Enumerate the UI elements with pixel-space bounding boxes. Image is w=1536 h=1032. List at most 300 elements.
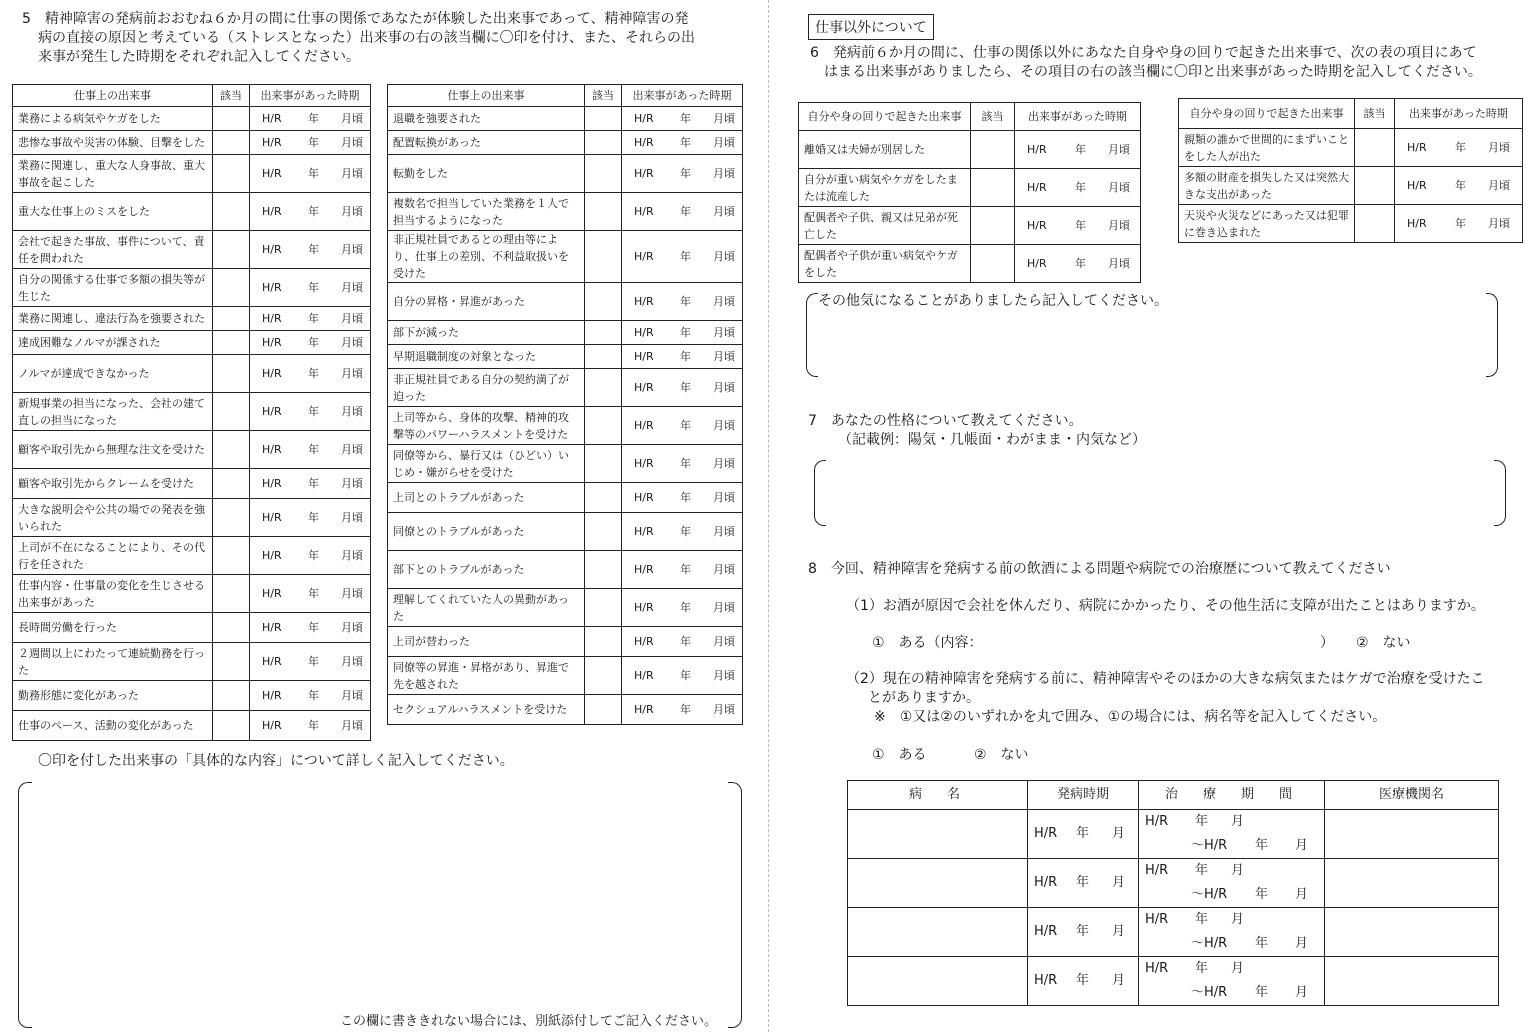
period-cell[interactable] xyxy=(250,469,371,499)
institution-cell[interactable] xyxy=(1325,859,1499,908)
applicable-checkbox-cell[interactable] xyxy=(585,657,622,695)
event-label: 親類の誰かで世間的にまずいことをした人が出た xyxy=(1179,129,1355,167)
month-label: 月頃 xyxy=(341,477,363,490)
applicable-checkbox-cell[interactable] xyxy=(585,513,622,551)
table-row xyxy=(1179,129,1523,167)
year-label: 年 xyxy=(308,443,319,456)
detail-note: この欄に書ききれない場合には、別紙添付してご記入ください。 xyxy=(340,1014,718,1029)
applicable-checkbox-cell[interactable] xyxy=(585,193,622,231)
applicable-checkbox-cell[interactable] xyxy=(1355,167,1395,205)
applicable-checkbox-cell[interactable] xyxy=(585,445,622,483)
event-label: 大きな説明会や公共の場での発表を強いられた xyxy=(13,499,213,537)
event-label: 上司等から、身体的攻撃、精神的攻撃等のパワーハラスメントを受けた xyxy=(388,407,585,445)
table-row xyxy=(388,695,743,725)
applicable-checkbox-cell[interactable] xyxy=(585,483,622,513)
applicable-checkbox-cell[interactable] xyxy=(213,469,250,499)
year-label: 年 xyxy=(1255,887,1269,902)
event-label: 業務に関連し、違法行為を強要された xyxy=(13,307,213,331)
period-cell[interactable] xyxy=(250,575,371,613)
table-header: 自分や身の回りで起きた出来事 該当 出来事があった時期 xyxy=(1179,99,1523,129)
year-label: 年 xyxy=(308,243,319,256)
applicable-checkbox-cell[interactable] xyxy=(213,107,250,131)
era-label: H/R xyxy=(262,243,282,256)
q8-2-option-yes[interactable]: ① ある xyxy=(872,747,927,763)
applicable-checkbox-cell[interactable] xyxy=(971,169,1015,207)
month-label: 月頃 xyxy=(713,703,735,716)
period-cell[interactable] xyxy=(622,657,743,695)
work-events-table-left xyxy=(12,84,371,741)
event-label: 仕事のペース、活動の変化があった xyxy=(13,711,213,741)
year-label: 年 xyxy=(1076,924,1090,939)
era-label: H/R xyxy=(634,167,654,180)
table-header: 病 名 発病時期 治 療 期 間 医療機関名 xyxy=(848,781,1499,810)
applicable-checkbox-cell[interactable] xyxy=(585,369,622,407)
year-label: 年 xyxy=(308,281,319,294)
event-label: ２週間以上にわたって連続勤務を行った xyxy=(13,643,213,681)
month-label: 月頃 xyxy=(341,689,363,702)
year-label: 年 xyxy=(680,635,691,648)
period-cell[interactable] xyxy=(622,369,743,407)
event-label: 新規事業の担当になった、会社の建て直しの担当になった xyxy=(13,393,213,431)
era-label: H/R xyxy=(1034,875,1058,890)
period-cell[interactable] xyxy=(622,513,743,551)
table-row xyxy=(799,169,1141,207)
q8-1-option-yes[interactable]: ① ある（内容： xyxy=(872,635,983,651)
event-label: ノルマが達成できなかった xyxy=(13,355,213,393)
year-label: 年 xyxy=(680,350,691,363)
era-label: ～H/R xyxy=(1191,936,1228,951)
table-row xyxy=(799,131,1141,169)
month-label: 月頃 xyxy=(713,326,735,339)
period-cell[interactable] xyxy=(250,307,371,331)
disease-name-cell[interactable] xyxy=(848,810,1028,859)
period-cell[interactable] xyxy=(622,283,743,321)
table-row xyxy=(799,207,1141,245)
applicable-checkbox-cell[interactable] xyxy=(585,283,622,321)
period-cell[interactable] xyxy=(250,537,371,575)
institution-cell[interactable] xyxy=(1325,957,1499,1006)
page-fold xyxy=(768,0,769,1032)
period-cell[interactable] xyxy=(250,431,371,469)
era-label: H/R xyxy=(262,367,282,380)
table-row xyxy=(388,513,743,551)
applicable-checkbox-cell[interactable] xyxy=(213,711,250,741)
event-label: 複数名で担当していた業務を１人で担当するようになった xyxy=(388,193,585,231)
year-label: 年 xyxy=(1255,936,1269,951)
era-label: H/R xyxy=(1145,961,1169,976)
year-label: 年 xyxy=(308,511,319,524)
era-label: H/R xyxy=(262,405,282,418)
period-cell[interactable] xyxy=(622,483,743,513)
detail-input-area[interactable] xyxy=(40,784,720,1009)
event-label: セクシュアルハラスメントを受けた xyxy=(388,695,585,725)
period-cell[interactable] xyxy=(622,551,743,589)
era-label: H/R xyxy=(262,312,282,325)
period-cell[interactable] xyxy=(622,407,743,445)
table-header: 仕事上の出来事 該当 出来事があった時期 xyxy=(388,85,743,107)
detail-box-right-bracket xyxy=(728,782,742,1028)
era-label: H/R xyxy=(1034,973,1058,988)
month-label: 月頃 xyxy=(341,511,363,524)
year-label: 年 xyxy=(308,621,319,634)
applicable-checkbox-cell[interactable] xyxy=(971,245,1015,283)
detail-box-left-bracket xyxy=(18,782,32,1028)
applicable-checkbox-cell[interactable] xyxy=(585,695,622,725)
period-cell[interactable] xyxy=(622,589,743,627)
applicable-checkbox-cell[interactable] xyxy=(213,499,250,537)
life-events-table-a xyxy=(798,102,1141,283)
period-from xyxy=(1145,957,1319,981)
year-label: 年 xyxy=(308,405,319,418)
period-cell[interactable] xyxy=(622,321,743,345)
applicable-checkbox-cell[interactable] xyxy=(585,345,622,369)
year-label: 年 xyxy=(308,477,319,490)
applicable-checkbox-cell[interactable] xyxy=(585,131,622,155)
applicable-checkbox-cell[interactable] xyxy=(213,231,250,269)
applicable-checkbox-cell[interactable] xyxy=(213,131,250,155)
treatment-period-cell[interactable] xyxy=(1139,908,1325,957)
table-row xyxy=(388,345,743,369)
era-label: H/R xyxy=(634,457,654,470)
period-to xyxy=(1145,834,1319,858)
year-label: 年 xyxy=(1075,219,1086,232)
era-label: H/R xyxy=(262,205,282,218)
period-cell[interactable] xyxy=(1015,245,1141,283)
month-label: 月頃 xyxy=(341,281,363,294)
applicable-checkbox-cell[interactable] xyxy=(585,107,622,131)
year-label: 年 xyxy=(680,167,691,180)
year-label: 年 xyxy=(308,655,319,668)
year-label: 年 xyxy=(1255,985,1269,1000)
personality-box-right-bracket xyxy=(1494,460,1506,526)
applicable-checkbox-cell[interactable] xyxy=(1355,205,1395,243)
year-label: 年 xyxy=(1195,863,1209,878)
applicable-checkbox-cell[interactable] xyxy=(213,643,250,681)
table-row xyxy=(388,193,743,231)
month-label: 月頃 xyxy=(341,405,363,418)
event-label: 部下が減った xyxy=(388,321,585,345)
month-label: 月頃 xyxy=(713,563,735,576)
table-row xyxy=(388,657,743,695)
month-label: 月頃 xyxy=(341,336,363,349)
month-label: 月 xyxy=(1295,838,1309,853)
period-cell[interactable] xyxy=(622,193,743,231)
month-label: 月頃 xyxy=(713,205,735,218)
year-label: 年 xyxy=(308,367,319,380)
period-cell[interactable] xyxy=(250,231,371,269)
era-label: H/R xyxy=(1145,814,1169,829)
year-label: 年 xyxy=(308,549,319,562)
table-row xyxy=(13,107,371,131)
year-label: 年 xyxy=(680,112,691,125)
disease-name-cell[interactable] xyxy=(848,859,1028,908)
institution-cell[interactable] xyxy=(1325,810,1499,859)
era-label: H/R xyxy=(262,167,282,180)
table-row xyxy=(388,231,743,283)
onset-cell[interactable] xyxy=(1028,810,1139,859)
era-label: H/R xyxy=(634,525,654,538)
treatment-period-cell[interactable] xyxy=(1139,957,1325,1006)
year-label: 年 xyxy=(680,601,691,614)
applicable-checkbox-cell[interactable] xyxy=(213,681,250,711)
table-row xyxy=(13,431,371,469)
month-label: 月頃 xyxy=(713,381,735,394)
q8-2-option-no[interactable]: ② ない xyxy=(974,747,1029,763)
treatment-period-cell[interactable] xyxy=(1139,810,1325,859)
table-row xyxy=(13,711,371,741)
period-cell[interactable] xyxy=(622,131,743,155)
table-row xyxy=(13,681,371,711)
year-label: 年 xyxy=(1076,826,1090,841)
year-label: 年 xyxy=(1195,961,1209,976)
month-label: 月頃 xyxy=(341,655,363,668)
personality-input-area[interactable] xyxy=(830,462,1490,524)
period-to xyxy=(1145,883,1319,907)
era-label: H/R xyxy=(1027,143,1047,156)
month-label: 月頃 xyxy=(341,587,363,600)
applicable-checkbox-cell[interactable] xyxy=(585,321,622,345)
month-label: 月 xyxy=(1295,936,1309,951)
month-label: 月頃 xyxy=(1108,181,1130,194)
month-label: 月頃 xyxy=(341,367,363,380)
institution-cell[interactable] xyxy=(1325,908,1499,957)
period-cell[interactable] xyxy=(250,393,371,431)
era-label: ～H/R xyxy=(1191,985,1228,1000)
applicable-checkbox-cell[interactable] xyxy=(971,207,1015,245)
applicable-checkbox-cell[interactable] xyxy=(585,627,622,657)
period-cell[interactable] xyxy=(622,445,743,483)
year-label: 年 xyxy=(1195,912,1209,927)
event-label: 退職を強要された xyxy=(388,107,585,131)
table-row xyxy=(1179,205,1523,243)
detail-prompt: 〇印を付した出来事の「具体的な内容」について詳しく記入してください。 xyxy=(38,753,514,769)
q8-1-close-paren: ） xyxy=(1320,635,1334,651)
month-label: 月頃 xyxy=(713,350,735,363)
period-to xyxy=(1145,981,1319,1005)
period-cell[interactable] xyxy=(250,643,371,681)
era-label: H/R xyxy=(634,703,654,716)
month-label: 月頃 xyxy=(1488,179,1510,192)
period-cell[interactable] xyxy=(622,695,743,725)
table-row xyxy=(13,307,371,331)
table-row xyxy=(388,369,743,407)
applicable-checkbox-cell[interactable] xyxy=(585,407,622,445)
year-label: 年 xyxy=(680,669,691,682)
month-label: 月頃 xyxy=(341,549,363,562)
applicable-checkbox-cell[interactable] xyxy=(971,131,1015,169)
table-row xyxy=(388,131,743,155)
year-label: 年 xyxy=(680,525,691,538)
era-label: H/R xyxy=(262,136,282,149)
era-label: H/R xyxy=(1027,257,1047,270)
table-row xyxy=(848,859,1499,908)
month-label: 月 xyxy=(1112,826,1126,841)
applicable-checkbox-cell[interactable] xyxy=(585,231,622,283)
period-cell[interactable] xyxy=(250,131,371,155)
section-label-non-work: 仕事以外について xyxy=(808,14,934,40)
period-cell[interactable] xyxy=(250,613,371,643)
era-label: H/R xyxy=(1407,217,1427,230)
q8-2-note: ※ ①又は②のいずれかを丸で囲み、①の場合には、病名等を記入してください。 xyxy=(874,709,1387,725)
applicable-checkbox-cell[interactable] xyxy=(213,355,250,393)
event-label: 早期退職制度の対象となった xyxy=(388,345,585,369)
period-cell[interactable] xyxy=(1395,129,1523,167)
event-label: 同僚等から、暴行又は（ひどい）いじめ・嫌がらせを受けた xyxy=(388,445,585,483)
event-label: 配偶者や子供が重い病気やケガをした xyxy=(799,245,971,283)
table-row xyxy=(13,355,371,393)
applicable-checkbox-cell[interactable] xyxy=(585,551,622,589)
event-label: 天災や火災などにあった又は犯罪に巻き込まれた xyxy=(1179,205,1355,243)
year-label: 年 xyxy=(308,112,319,125)
period-cell[interactable] xyxy=(250,499,371,537)
month-label: 月 xyxy=(1295,985,1309,1000)
applicable-checkbox-cell[interactable] xyxy=(213,575,250,613)
month-label: 月 xyxy=(1295,887,1309,902)
era-label: H/R xyxy=(262,336,282,349)
year-label: 年 xyxy=(1075,257,1086,270)
q7-example: （記載例：陽気・几帳面・わがまま・内気など） xyxy=(838,432,1146,448)
event-label: 非正規社員である自分の契約満了が迫った xyxy=(388,369,585,407)
applicable-checkbox-cell[interactable] xyxy=(213,331,250,355)
month-label: 月頃 xyxy=(341,243,363,256)
applicable-checkbox-cell[interactable] xyxy=(585,155,622,193)
period-cell[interactable] xyxy=(250,711,371,741)
event-label: 自分が重い病気やケガをしたまたは流産した xyxy=(799,169,971,207)
applicable-checkbox-cell[interactable] xyxy=(213,537,250,575)
disease-name-cell[interactable] xyxy=(848,957,1028,1006)
month-label: 月頃 xyxy=(713,601,735,614)
era-label: H/R xyxy=(262,621,282,634)
period-cell[interactable] xyxy=(250,193,371,231)
table-row xyxy=(1179,167,1523,205)
era-label: H/R xyxy=(634,295,654,308)
period-cell[interactable] xyxy=(622,155,743,193)
era-label: H/R xyxy=(1145,863,1169,878)
event-label: 業務に関連し、重大な人身事故、重大事故を起こした xyxy=(13,155,213,193)
year-label: 年 xyxy=(1195,814,1209,829)
disease-name-cell[interactable] xyxy=(848,908,1028,957)
table-row xyxy=(13,131,371,155)
era-label: H/R xyxy=(262,655,282,668)
applicable-checkbox-cell[interactable] xyxy=(585,589,622,627)
event-label: 悲惨な事故や災害の体験、目撃をした xyxy=(13,131,213,155)
table-header: 仕事上の出来事 該当 出来事があった時期 xyxy=(13,85,371,107)
q7-title: 7 あなたの性格について教えてください。 xyxy=(808,413,1083,429)
era-label: H/R xyxy=(634,112,654,125)
month-label: 月頃 xyxy=(341,621,363,634)
period-cell[interactable] xyxy=(250,681,371,711)
applicable-checkbox-cell[interactable] xyxy=(213,269,250,307)
event-label: 長時間労働を行った xyxy=(13,613,213,643)
period-cell[interactable] xyxy=(1015,131,1141,169)
month-label: 月 xyxy=(1112,875,1126,890)
era-label: H/R xyxy=(634,669,654,682)
period-cell[interactable] xyxy=(1395,205,1523,243)
table-row xyxy=(848,908,1499,957)
q8-1-option-no[interactable]: ② ない xyxy=(1356,635,1411,651)
period-cell[interactable] xyxy=(622,107,743,131)
event-label: 同僚とのトラブルがあった xyxy=(388,513,585,551)
applicable-checkbox-cell[interactable] xyxy=(213,307,250,331)
applicable-checkbox-cell[interactable] xyxy=(213,193,250,231)
applicable-checkbox-cell[interactable] xyxy=(213,393,250,431)
period-cell[interactable] xyxy=(622,627,743,657)
period-cell[interactable] xyxy=(250,269,371,307)
era-label: H/R xyxy=(1034,924,1058,939)
period-cell[interactable] xyxy=(622,231,743,283)
era-label: H/R xyxy=(1407,141,1427,154)
year-label: 年 xyxy=(680,205,691,218)
month-label: 月頃 xyxy=(713,491,735,504)
table-row xyxy=(13,193,371,231)
table-row xyxy=(13,331,371,355)
month-label: 月 xyxy=(1231,912,1245,927)
era-label: H/R xyxy=(262,587,282,600)
period-cell[interactable] xyxy=(250,331,371,355)
applicable-checkbox-cell[interactable] xyxy=(213,155,250,193)
event-label: 自分の昇格・昇進があった xyxy=(388,283,585,321)
event-label: 配偶者や子供、親又は兄弟が死亡した xyxy=(799,207,971,245)
year-label: 年 xyxy=(680,381,691,394)
month-label: 月頃 xyxy=(1488,141,1510,154)
period-cell[interactable] xyxy=(1015,207,1141,245)
table-header: 自分や身の回りで起きた出来事 該当 出来事があった時期 xyxy=(799,103,1141,131)
period-cell[interactable] xyxy=(250,155,371,193)
onset-cell[interactable] xyxy=(1028,957,1139,1006)
year-label: 年 xyxy=(1455,179,1466,192)
era-label: ～H/R xyxy=(1191,887,1228,902)
month-label: 月 xyxy=(1231,814,1245,829)
period-cell[interactable] xyxy=(1015,169,1141,207)
year-label: 年 xyxy=(1076,973,1090,988)
table-row xyxy=(388,551,743,589)
event-label: 達成困難なノルマが課された xyxy=(13,331,213,355)
applicable-checkbox-cell[interactable] xyxy=(1355,129,1395,167)
onset-cell[interactable] xyxy=(1028,859,1139,908)
table-row xyxy=(388,445,743,483)
work-events-table-right xyxy=(387,84,743,725)
event-label: 仕事内容・仕事量の変化を生じさせる出来事があった xyxy=(13,575,213,613)
month-label: 月 xyxy=(1112,924,1126,939)
period-cell[interactable] xyxy=(1395,167,1523,205)
period-cell[interactable] xyxy=(622,345,743,369)
year-label: 年 xyxy=(1455,217,1466,230)
era-label: H/R xyxy=(1407,179,1427,192)
year-label: 年 xyxy=(308,719,319,732)
era-label: H/R xyxy=(634,381,654,394)
event-label: 非正規社員であるとの理由等により、仕事上の差別、不利益取扱いを受けた xyxy=(388,231,585,283)
other-prompt: その他気になることがありましたら記入してください。 xyxy=(818,293,1168,309)
era-label: H/R xyxy=(1034,826,1058,841)
period-cell[interactable] xyxy=(250,107,371,131)
applicable-checkbox-cell[interactable] xyxy=(213,613,250,643)
era-label: H/R xyxy=(634,205,654,218)
table-row xyxy=(13,499,371,537)
period-cell[interactable] xyxy=(250,355,371,393)
treatment-period-cell[interactable] xyxy=(1139,859,1325,908)
onset-cell[interactable] xyxy=(1028,908,1139,957)
table-row xyxy=(848,957,1499,1006)
event-label: 会社で起きた事故、事件について、責任を問われた xyxy=(13,231,213,269)
era-label: ～H/R xyxy=(1191,838,1228,853)
year-label: 年 xyxy=(680,136,691,149)
other-input-area[interactable] xyxy=(822,316,1482,372)
era-label: H/R xyxy=(634,491,654,504)
era-label: H/R xyxy=(1027,219,1047,232)
life-events-table-b xyxy=(1178,98,1523,243)
event-label: 顧客や取引先からクレームを受けた xyxy=(13,469,213,499)
applicable-checkbox-cell[interactable] xyxy=(213,431,250,469)
